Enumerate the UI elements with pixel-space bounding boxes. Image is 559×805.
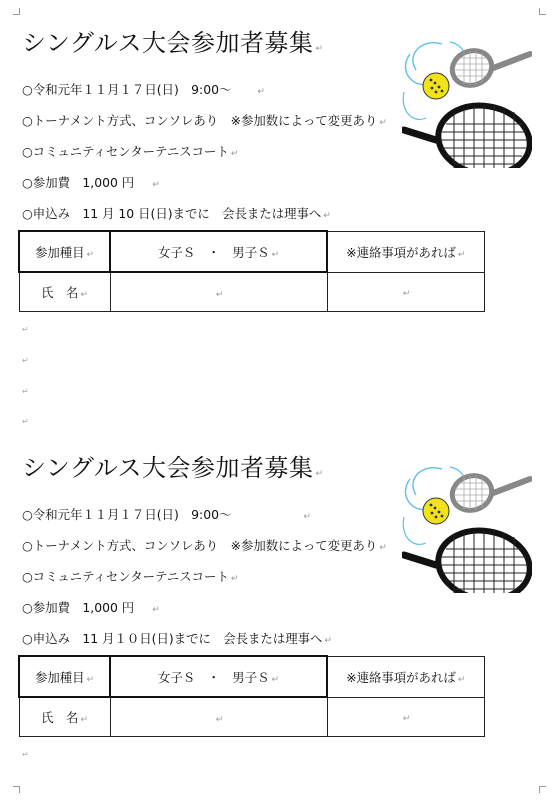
info-date: ○令和元年１１月１７日(日) 9:00～ ↵: [22, 507, 311, 522]
info-application: ○申込み 11 月 10 日(日)までに 会長または理事へ ↵: [22, 206, 331, 221]
notes-input-cell[interactable]: ↵: [327, 272, 484, 312]
gray-racket-icon: [447, 45, 530, 91]
table-row: [19, 272, 484, 312]
info-date: ○令和元年１１月１７日(日) 9:00～ ↵: [22, 82, 265, 97]
tennis-ball-icon: [423, 73, 449, 99]
flyer-title: シングルス大会参加者募集 ↵: [22, 29, 324, 57]
event-choice-cell[interactable]: 女子Ｓ ・ 男子Ｓ ↵: [110, 231, 327, 272]
paragraph-mark-icon: ↵: [22, 750, 29, 759]
event-header-cell: 参加種目 ↵: [19, 231, 110, 272]
tennis-rackets-illustration: [402, 40, 532, 168]
flyer-title: シングルス大会参加者募集 ↵: [22, 454, 324, 482]
table-row: [19, 656, 484, 697]
paragraph-mark-icon: ↵: [22, 325, 29, 334]
info-format: ○トーナメント方式、コンソレあり ※参加数によって変更あり ↵: [22, 538, 387, 553]
name-input-cell[interactable]: ↵: [110, 697, 327, 737]
table-row: [19, 697, 484, 737]
name-input-cell[interactable]: ↵: [110, 272, 327, 312]
info-venue: ○コミュニティセンターテニスコート ↵: [22, 569, 239, 584]
paragraph-mark-icon: ↵: [22, 356, 29, 365]
notes-header-cell: ※連絡事項があれば ↵: [327, 231, 484, 272]
paragraph-mark-icon: ↵: [22, 387, 29, 396]
paragraph-mark-icon: ↵: [315, 44, 324, 54]
paragraph-mark-icon: ↵: [22, 417, 29, 426]
entry-form-table: [18, 655, 485, 737]
notes-header-cell: ※連絡事項があれば ↵: [327, 656, 484, 697]
paragraph-mark-icon: ↵: [315, 469, 324, 479]
black-racket-icon: [404, 524, 532, 593]
black-racket-icon: [404, 99, 532, 168]
info-application: ○申込み 11 月１０日(日)までに 会長または理事へ ↵: [22, 631, 332, 646]
info-fee: ○参加費 1,000 円 ↵: [22, 175, 160, 190]
entry-form-table: [18, 230, 485, 312]
info-venue: ○コミュニティセンターテニスコート ↵: [22, 144, 239, 159]
name-label-cell: 氏 名 ↵: [19, 697, 110, 737]
event-header-cell: 参加種目 ↵: [19, 656, 110, 697]
gray-racket-icon: [447, 470, 530, 516]
name-label-cell: 氏 名 ↵: [19, 272, 110, 312]
event-choice-cell[interactable]: 女子Ｓ ・ 男子Ｓ ↵: [110, 656, 327, 697]
tennis-rackets-illustration: [402, 465, 532, 593]
table-row: [19, 231, 484, 272]
tennis-ball-icon: [423, 498, 449, 524]
flyer-section-2: [0, 425, 559, 805]
notes-input-cell[interactable]: ↵: [327, 697, 484, 737]
info-format: ○トーナメント方式、コンソレあり ※参加数によって変更あり ↵: [22, 113, 387, 128]
info-fee: ○参加費 1,000 円 ↵: [22, 600, 160, 615]
